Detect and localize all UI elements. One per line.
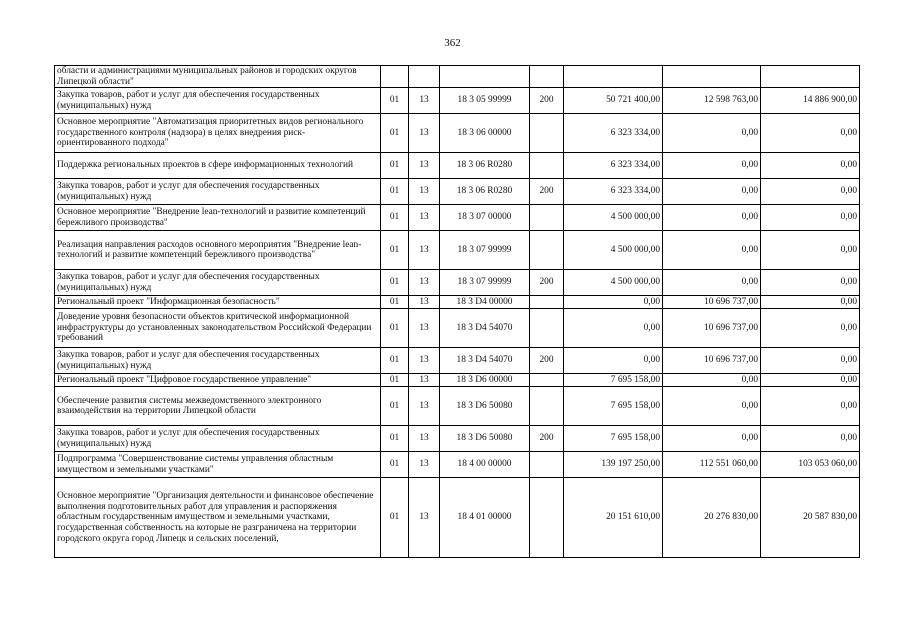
table-row <box>55 452 860 478</box>
target-article-cell: 18 3 07 99999 <box>440 270 530 296</box>
amount-year3-cell: 0,00 <box>761 231 860 270</box>
table-row <box>55 114 860 153</box>
expense-type-cell: 200 <box>530 88 564 114</box>
section-code-cell: 01 <box>381 270 409 296</box>
table-row <box>55 88 860 114</box>
amount-year2-cell: 0,00 <box>663 231 761 270</box>
row-name-cell: Закупка товаров, работ и услуг для обеспечения государственных (муниципальных) нужд <box>55 270 381 296</box>
amount-year2-cell: 0,00 <box>663 179 761 205</box>
section-code-cell: 01 <box>381 426 409 452</box>
amount-year1-cell: 4 500 000,00 <box>564 205 663 231</box>
expense-type-cell: 200 <box>530 426 564 452</box>
table-row <box>55 179 860 205</box>
amount-year1-cell: 0,00 <box>564 348 663 374</box>
table-row <box>55 426 860 452</box>
subsection-code-cell: 13 <box>409 426 440 452</box>
amount-year3-cell: 0,00 <box>761 270 860 296</box>
amount-year2-cell: 20 276 830,00 <box>663 478 761 558</box>
amount-year2-cell: 10 696 737,00 <box>663 309 761 348</box>
amount-year2-cell: 0,00 <box>663 114 761 153</box>
amount-year1-cell: 50 721 400,00 <box>564 88 663 114</box>
target-article-cell: 18 3 05 99999 <box>440 88 530 114</box>
amount-year3-cell: 14 886 900,00 <box>761 88 860 114</box>
amount-year1-cell: 7 695 158,00 <box>564 387 663 426</box>
table-row <box>55 478 860 558</box>
row-name-cell: Региональный проект "Цифровое государственное управление" <box>55 374 381 387</box>
amount-year2-cell: 0,00 <box>663 270 761 296</box>
amount-year1-cell: 7 695 158,00 <box>564 426 663 452</box>
expense-type-cell <box>530 153 564 179</box>
amount-year2-cell: 10 696 737,00 <box>663 348 761 374</box>
target-article-cell: 18 3 07 00000 <box>440 205 530 231</box>
amount-year3-cell: 103 053 060,00 <box>761 452 860 478</box>
amount-year2-cell: 10 696 737,00 <box>663 296 761 309</box>
expense-type-cell <box>530 374 564 387</box>
subsection-code-cell: 13 <box>409 348 440 374</box>
amount-year3-cell: 0,00 <box>761 387 860 426</box>
section-code-cell <box>381 66 409 88</box>
row-name-cell: Закупка товаров, работ и услуг для обеспечения государственных (муниципальных) нужд <box>55 179 381 205</box>
table-row <box>55 270 860 296</box>
section-code-cell: 01 <box>381 205 409 231</box>
amount-year3-cell: 0,00 <box>761 179 860 205</box>
amount-year3-cell: 0,00 <box>761 426 860 452</box>
amount-year1-cell: 7 695 158,00 <box>564 374 663 387</box>
amount-year1-cell: 6 323 334,00 <box>564 114 663 153</box>
target-article-cell: 18 3 D4 54070 <box>440 309 530 348</box>
target-article-cell <box>440 66 530 88</box>
amount-year2-cell: 0,00 <box>663 153 761 179</box>
amount-year2-cell: 0,00 <box>663 374 761 387</box>
table-row <box>55 387 860 426</box>
amount-year1-cell <box>564 66 663 88</box>
table-row <box>55 231 860 270</box>
subsection-code-cell: 13 <box>409 231 440 270</box>
section-code-cell: 01 <box>381 348 409 374</box>
section-code-cell: 01 <box>381 452 409 478</box>
subsection-code-cell <box>409 66 440 88</box>
amount-year3-cell: 0,00 <box>761 374 860 387</box>
expense-type-cell: 200 <box>530 270 564 296</box>
section-code-cell: 01 <box>381 374 409 387</box>
expense-type-cell <box>530 231 564 270</box>
row-name-cell: Основное мероприятие "Автоматизация приоритетных видов регионального государственного контроля (надзора) в целях внедрения риск-ориентированного подхода" <box>55 114 381 153</box>
amount-year3-cell: 0,00 <box>761 348 860 374</box>
amount-year3-cell: 0,00 <box>761 309 860 348</box>
expense-type-cell <box>530 66 564 88</box>
expense-type-cell <box>530 205 564 231</box>
table-row <box>55 296 860 309</box>
subsection-code-cell: 13 <box>409 309 440 348</box>
amount-year2-cell: 0,00 <box>663 205 761 231</box>
subsection-code-cell: 13 <box>409 387 440 426</box>
row-name-cell: Закупка товаров, работ и услуг для обеспечения государственных (муниципальных) нужд <box>55 426 381 452</box>
expense-type-cell <box>530 296 564 309</box>
table-row <box>55 153 860 179</box>
subsection-code-cell: 13 <box>409 296 440 309</box>
section-code-cell: 01 <box>381 231 409 270</box>
section-code-cell: 01 <box>381 114 409 153</box>
target-article-cell: 18 3 06 R0280 <box>440 179 530 205</box>
table-row <box>55 348 860 374</box>
amount-year1-cell: 139 197 250,00 <box>564 452 663 478</box>
row-name-cell: Региональный проект "Информационная безопасность" <box>55 296 381 309</box>
target-article-cell: 18 3 D6 50080 <box>440 387 530 426</box>
amount-year1-cell: 4 500 000,00 <box>564 231 663 270</box>
subsection-code-cell: 13 <box>409 270 440 296</box>
subsection-code-cell: 13 <box>409 478 440 558</box>
table-row <box>55 205 860 231</box>
subsection-code-cell: 13 <box>409 452 440 478</box>
row-name-cell: Реализация направления расходов основного мероприятия "Внедрение lean-технологий и развитие компетенций бережливого производства" <box>55 231 381 270</box>
target-article-cell: 18 4 00 00000 <box>440 452 530 478</box>
section-code-cell: 01 <box>381 153 409 179</box>
amount-year3-cell: 0,00 <box>761 205 860 231</box>
subsection-code-cell: 13 <box>409 114 440 153</box>
target-article-cell: 18 3 D6 50080 <box>440 426 530 452</box>
section-code-cell: 01 <box>381 179 409 205</box>
target-article-cell: 18 3 D6 00000 <box>440 374 530 387</box>
amount-year1-cell: 20 151 610,00 <box>564 478 663 558</box>
subsection-code-cell: 13 <box>409 374 440 387</box>
amount-year3-cell: 0,00 <box>761 153 860 179</box>
expense-type-cell <box>530 114 564 153</box>
amount-year1-cell: 0,00 <box>564 296 663 309</box>
amount-year2-cell <box>663 66 761 88</box>
amount-year2-cell: 0,00 <box>663 387 761 426</box>
section-code-cell: 01 <box>381 478 409 558</box>
row-name-cell: Основное мероприятие "Организация деятельности и финансовое обеспечение выполнения подготовительных работ для управления и распоряжения областным государственным имуществом и земельными участками, государственная собственность на которые не разграничена на территории городского округа город Липецк и сельских поселений, <box>55 478 381 558</box>
table-body <box>55 66 860 558</box>
section-code-cell: 01 <box>381 387 409 426</box>
expense-type-cell <box>530 309 564 348</box>
amount-year2-cell: 12 598 763,00 <box>663 88 761 114</box>
expense-type-cell <box>530 452 564 478</box>
amount-year3-cell: 0,00 <box>761 114 860 153</box>
row-name-cell: Основное мероприятие "Внедрение lean-технологий и развитие компетенций бережливого производства" <box>55 205 381 231</box>
amount-year1-cell: 6 323 334,00 <box>564 179 663 205</box>
expense-type-cell <box>530 387 564 426</box>
row-name-cell: Закупка товаров, работ и услуг для обеспечения государственных (муниципальных) нужд <box>55 348 381 374</box>
target-article-cell: 18 4 01 00000 <box>440 478 530 558</box>
subsection-code-cell: 13 <box>409 88 440 114</box>
section-code-cell: 01 <box>381 296 409 309</box>
amount-year1-cell: 4 500 000,00 <box>564 270 663 296</box>
row-name-cell: Подпрограмма "Совершенствование системы управления областным имуществом и земельными участками" <box>55 452 381 478</box>
row-name-cell: Доведение уровня безопасности объектов критической информационной инфраструктуры до установленных законодательством Российской Федерации требований <box>55 309 381 348</box>
amount-year2-cell: 112 551 060,00 <box>663 452 761 478</box>
amount-year3-cell: 0,00 <box>761 296 860 309</box>
table-row <box>55 309 860 348</box>
row-name-cell: Обеспечение развития системы межведомственного электронного взаимодействия на территории Липецкой области <box>55 387 381 426</box>
target-article-cell: 18 3 D4 00000 <box>440 296 530 309</box>
amount-year3-cell <box>761 66 860 88</box>
amount-year1-cell: 0,00 <box>564 309 663 348</box>
section-code-cell: 01 <box>381 309 409 348</box>
expense-type-cell: 200 <box>530 179 564 205</box>
subsection-code-cell: 13 <box>409 205 440 231</box>
target-article-cell: 18 3 06 R0280 <box>440 153 530 179</box>
subsection-code-cell: 13 <box>409 179 440 205</box>
target-article-cell: 18 3 D4 54070 <box>440 348 530 374</box>
amount-year3-cell: 20 587 830,00 <box>761 478 860 558</box>
subsection-code-cell: 13 <box>409 153 440 179</box>
row-name-cell: Поддержка региональных проектов в сфере информационных технологий <box>55 153 381 179</box>
table-row <box>55 66 860 88</box>
expense-type-cell <box>530 478 564 558</box>
section-code-cell: 01 <box>381 88 409 114</box>
expense-type-cell: 200 <box>530 348 564 374</box>
table-row <box>55 374 860 387</box>
row-name-cell: области и администрациями муниципальных районов и городских округов Липецкой области" <box>55 66 381 88</box>
target-article-cell: 18 3 06 00000 <box>440 114 530 153</box>
page-number: 362 <box>444 37 461 49</box>
amount-year2-cell: 0,00 <box>663 426 761 452</box>
amount-year1-cell: 6 323 334,00 <box>564 153 663 179</box>
target-article-cell: 18 3 07 99999 <box>440 231 530 270</box>
budget-table <box>54 65 860 558</box>
row-name-cell: Закупка товаров, работ и услуг для обеспечения государственных (муниципальных) нужд <box>55 88 381 114</box>
